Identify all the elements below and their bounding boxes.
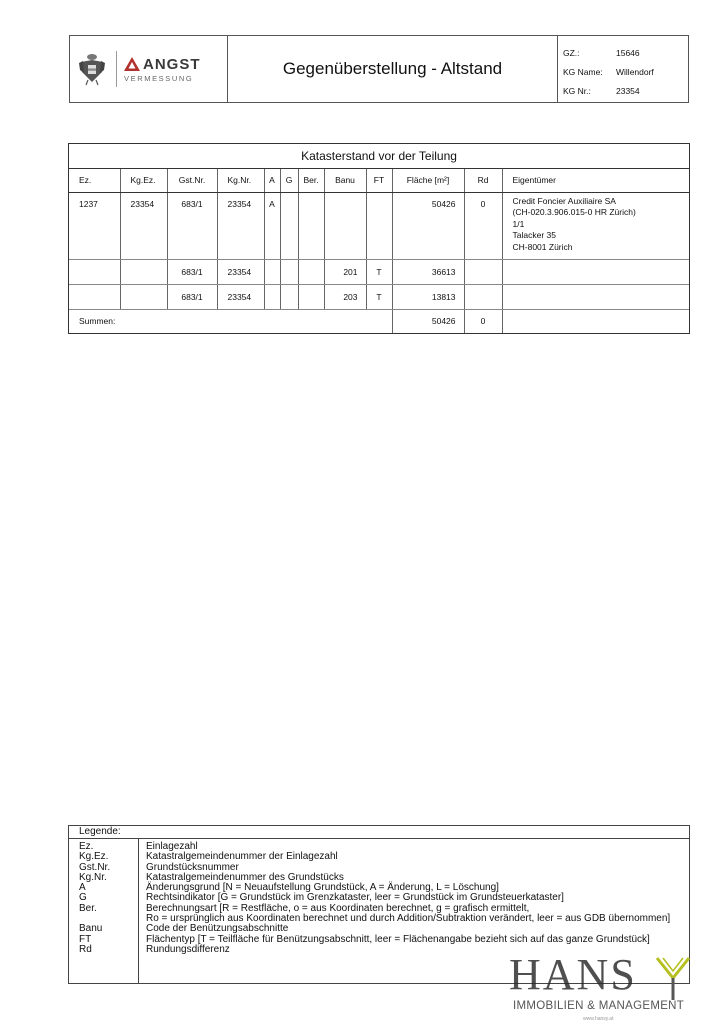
cell-ft — [366, 192, 392, 259]
info-value: 23354 — [616, 85, 640, 96]
legend-key: Rd — [79, 943, 92, 955]
column-header: Ez. — [69, 169, 120, 192]
column-header: Kg.Ez. — [120, 169, 167, 192]
legend-desc: Flächentyp [T = Teilfläche für Benützungsabschnitt, leer = Flächenangabe bezieht sich auf das ganze Grundstück] — [146, 933, 650, 945]
legend-key: Ez. — [79, 841, 94, 852]
cell-gst: 683/1 — [167, 192, 217, 259]
cell-a — [264, 259, 280, 284]
cell-ber — [298, 259, 324, 284]
column-header: G — [280, 169, 298, 192]
company-name: ANGST — [143, 55, 201, 73]
document-title: Gegenüberstellung - Altstand — [228, 36, 558, 102]
cell-banu: 201 — [324, 259, 366, 284]
legend-desc: Grundstücksnummer — [146, 861, 239, 873]
info-kg-name — [563, 62, 688, 81]
cell-ber — [298, 192, 324, 259]
owner-line: Talacker 35 — [512, 230, 556, 240]
table-header-row — [69, 169, 689, 192]
cell-kgez — [120, 259, 167, 284]
kataster-table — [68, 143, 690, 334]
cell-flaeche: 13813 — [392, 284, 464, 309]
cell-ft: T — [366, 259, 392, 284]
angst-logo — [124, 56, 201, 83]
cell-kgnr: 23354 — [217, 259, 264, 284]
column-header: A — [264, 169, 280, 192]
info-label: GZ.: — [563, 47, 580, 58]
legend-desc: Rechtsindikator [G = Grundstück im Grenzkataster, leer = Grundstück im Grundsteuerkataster] — [146, 892, 564, 904]
column-header: Kg.Nr. — [217, 169, 264, 192]
cell-ft: T — [366, 284, 392, 309]
legend-desc: Katastralgemeindenummer des Grundstücks — [146, 871, 344, 883]
cell-a — [264, 284, 280, 309]
sum-flaeche: 50426 — [392, 309, 464, 333]
legend-key: FT — [79, 933, 92, 945]
cell-kgez — [120, 284, 167, 309]
info-value: 15646 — [616, 47, 640, 58]
legend-desc: Einlagezahl — [146, 841, 198, 852]
table-title: Katasterstand vor der Teilung — [69, 144, 689, 169]
cell-flaeche: 50426 — [392, 192, 464, 259]
legend-desc: Code der Benützungsabschnitte — [146, 923, 289, 935]
cell-flaeche: 36613 — [392, 259, 464, 284]
austrian-eagle-crest-icon — [78, 52, 106, 86]
cell-kgnr: 23354 — [217, 192, 264, 259]
column-header: Rd — [464, 169, 502, 192]
sum-row — [69, 309, 689, 333]
cell-owner — [502, 192, 689, 259]
column-header: Ber. — [298, 169, 324, 192]
owner-line: (CH-020.3.906.015-0 HR Zürich) — [512, 207, 636, 217]
angst-triangle-icon — [124, 57, 140, 71]
hansy-logo-text: HANS — [509, 950, 637, 999]
info-kg-nr — [563, 81, 688, 100]
kataster-grid — [69, 169, 689, 333]
legend-title: Legende: — [69, 826, 689, 839]
company-subtitle: VERMESSUNG — [124, 73, 194, 83]
document-header — [69, 35, 689, 103]
cell-owner — [502, 259, 689, 284]
owner-line: Credit Foncier Auxiliaire SA — [512, 195, 616, 206]
info-label: KG Name: — [563, 66, 603, 77]
cell-banu: 203 — [324, 284, 366, 309]
column-header: Banu — [324, 169, 366, 192]
legend-desc: Ro = ursprünglich aus Koordinaten berechnet und durch Addition/Subtraktion verändert, leer = aus GDB übernommen] — [146, 913, 671, 925]
info-value: Willendorf — [616, 66, 654, 77]
cell-rd — [464, 259, 502, 284]
legend-desc: Katastralgemeindenummer der Einlagezahl — [146, 851, 338, 863]
logo-divider — [116, 51, 117, 87]
logo-area — [70, 36, 228, 102]
legend-key: Banu — [79, 923, 103, 935]
cell-g — [280, 259, 298, 284]
cell-gst: 683/1 — [167, 284, 217, 309]
hansy-url: www.hansy.at — [583, 1016, 614, 1022]
legend-desc: Berechnungsart [R = Restfläche, o = aus Koordinaten berechnet, g = grafisch ermittelt, — [146, 902, 530, 914]
legend-key: A — [79, 882, 86, 894]
legend-keys — [69, 839, 139, 983]
legend-key: Gst.Nr. — [79, 861, 111, 873]
column-header: Fläche [m²] — [392, 169, 464, 192]
hansy-watermark — [505, 952, 705, 1022]
info-gz — [563, 43, 688, 62]
legend-key: Kg.Nr. — [79, 871, 107, 883]
cell-gst: 683/1 — [167, 259, 217, 284]
cell-owner — [502, 284, 689, 309]
table-row — [69, 259, 689, 284]
cell-banu — [324, 192, 366, 259]
sum-rd: 0 — [464, 309, 502, 333]
cell-kgez: 23354 — [120, 192, 167, 259]
legend-desc: Änderungsgrund [N = Neuaufstellung Grundstück, A = Änderung, L = Löschung] — [146, 882, 499, 894]
cell-ez — [69, 259, 120, 284]
table-row — [69, 192, 689, 259]
sum-owner — [502, 309, 689, 333]
legend-key: Kg.Ez. — [79, 851, 109, 863]
cell-ez — [69, 284, 120, 309]
table-row — [69, 284, 689, 309]
column-header: FT — [366, 169, 392, 192]
info-label: KG Nr.: — [563, 85, 591, 96]
hansy-y-logo-icon — [655, 956, 691, 1000]
owner-line: 1/1 — [512, 218, 525, 229]
cell-ber — [298, 284, 324, 309]
column-header: Gst.Nr. — [167, 169, 217, 192]
header-info — [558, 36, 688, 102]
cell-rd: 0 — [464, 192, 502, 259]
cell-ez: 1237 — [69, 192, 120, 259]
legend-key: G — [79, 892, 87, 904]
legend-desc: Rundungsdifferenz — [146, 943, 230, 955]
cell-g — [280, 284, 298, 309]
legend-key: Ber. — [79, 902, 97, 914]
cell-g — [280, 192, 298, 259]
cell-kgnr: 23354 — [217, 284, 264, 309]
cell-rd — [464, 284, 502, 309]
sum-label: Summen: — [69, 309, 392, 333]
hansy-subtitle: IMMOBILIEN & MANAGEMENT — [513, 1000, 685, 1012]
owner-line: CH-8001 Zürich — [512, 241, 573, 252]
cell-a: A — [264, 192, 280, 259]
column-header: Eigentümer — [502, 169, 689, 192]
